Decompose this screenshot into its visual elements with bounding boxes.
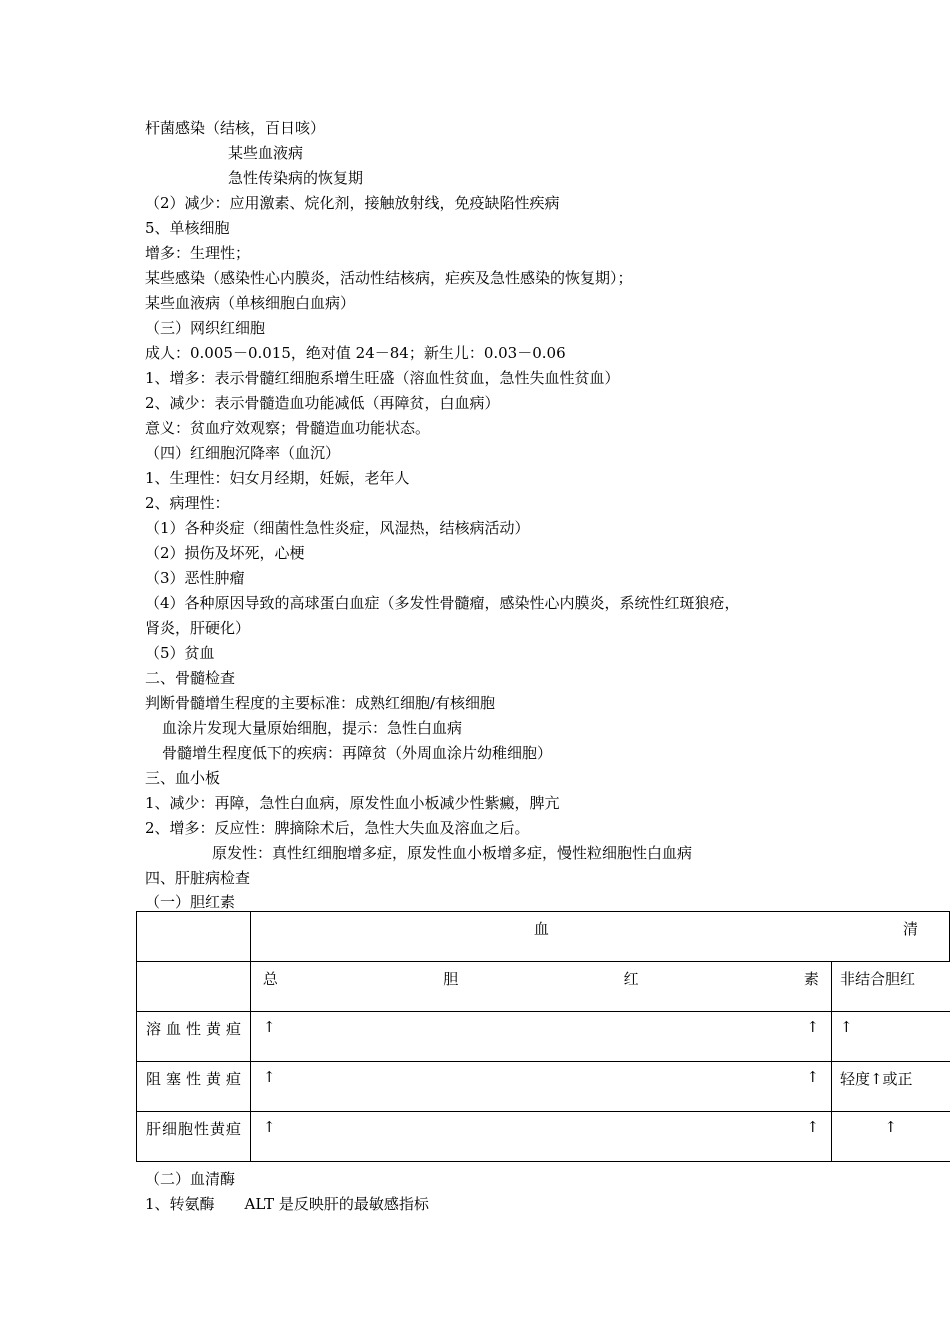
- row-total-bilirubin: [250, 1062, 831, 1112]
- up-arrow-icon: ↑: [806, 1068, 819, 1086]
- text-line: 增多：生理性；: [145, 244, 251, 262]
- row-label: 阻塞性黄疸: [137, 1062, 251, 1112]
- text-line: 某些血液病: [228, 144, 304, 162]
- subheader-char: 素: [803, 970, 819, 988]
- text-line: 骨髓增生程度低下的疾病：再障贫（外周血涂片幼稚细胞）: [162, 744, 553, 762]
- text-line: 2、增多：反应性：脾摘除术后，急性大失血及溶血之后。: [145, 819, 530, 837]
- table-cell-empty: [137, 912, 251, 962]
- subheader-char: 总: [262, 970, 278, 988]
- section-heading: 二、骨髓检查: [145, 669, 236, 687]
- text-line: （5）贫血: [145, 644, 215, 662]
- up-arrow-icon: ↑: [262, 1068, 276, 1086]
- text-line: 肾炎，肝硬化）: [145, 619, 251, 637]
- up-arrow-icon: ↑: [806, 1118, 819, 1136]
- section-heading: （三）网织红细胞: [145, 319, 266, 337]
- header-right-text: 清: [902, 920, 918, 938]
- text-line: 意义：贫血疗效观察；骨髓造血功能状态。: [145, 419, 431, 437]
- row-unconjugated: ↑: [831, 1012, 949, 1062]
- table-header-row: [137, 912, 950, 962]
- text-line: （1）各种炎症（细菌性急性炎症，风湿热，结核病活动）: [145, 519, 530, 537]
- text-line: 血涂片发现大量原始细胞，提示：急性白血病: [162, 719, 463, 737]
- text-line: 1、增多：表示骨髓红细胞系增生旺盛（溶血性贫血，急性失血性贫血）: [145, 369, 620, 387]
- text-line: 1、减少：再障，急性白血病，原发性血小板减少性紫癜，脾亢: [145, 794, 560, 812]
- up-arrow-icon: ↑: [806, 1018, 819, 1036]
- row-total-bilirubin: [250, 1012, 831, 1062]
- table-row: [137, 1012, 950, 1062]
- section-heading: （一）胆红素: [145, 893, 236, 911]
- text-line: 急性传染病的恢复期: [228, 169, 364, 187]
- text-line: （2）损伤及坏死，心梗: [145, 544, 305, 562]
- row-unconjugated: 轻度↑或正: [831, 1062, 949, 1112]
- bilirubin-table: [136, 911, 950, 1162]
- row-unconjugated: ↑: [831, 1112, 949, 1162]
- text-line: 原发性：真性红细胞增多症，原发性血小板增多症，慢性粒细胞性白血病: [212, 844, 693, 862]
- row-total-bilirubin: [250, 1112, 831, 1162]
- text-line: 某些感染（感染性心内膜炎，活动性结核病，疟疾及急性感染的恢复期）；: [145, 269, 633, 287]
- row-label: 肝细胞性黄疸: [137, 1112, 251, 1162]
- text-line: 杆菌感染（结核，百日咳）: [145, 119, 326, 137]
- text-line: 某些血液病（单核细胞白血病）: [145, 294, 356, 312]
- section-heading: 三、血小板: [145, 769, 221, 787]
- section-heading: （四）红细胞沉降率（血沉）: [145, 444, 341, 462]
- text-line: （4）各种原因导致的高球蛋白血症（多发性骨髓瘤，感染性心内膜炎，系统性红斑狼疮，: [145, 594, 740, 612]
- table-row: [137, 1112, 950, 1162]
- up-arrow-icon: ↑: [262, 1018, 276, 1036]
- table-row: [137, 1062, 950, 1112]
- text-line: （3）恶性肿瘤: [145, 569, 245, 587]
- section-heading: 5、单核细胞: [145, 219, 230, 237]
- text-line: （2）减少：应用激素、烷化剂，接触放射线，免疫缺陷性疾病: [145, 194, 560, 212]
- row-label: 溶血性黄疸: [137, 1012, 251, 1062]
- text-line: 1、生理性：妇女月经期，妊娠，老年人: [145, 469, 410, 487]
- text-line: 2、减少：表示骨髓造血功能减低（再障贫，白血病）: [145, 394, 500, 412]
- text-line: 判断骨髓增生程度的主要标准：成熟红细胞/有核细胞: [145, 694, 496, 712]
- subheader-char: 红: [623, 970, 639, 988]
- section-heading: （二）血清酶: [145, 1170, 236, 1188]
- header-left-text: 血: [533, 920, 549, 938]
- table-subheader-total-bilirubin: [250, 962, 831, 1012]
- text-line: 1、转氨酶 ALT 是反映肝的最敏感指标: [145, 1195, 429, 1213]
- text-line: 成人：0.005－0.015，绝对值 24－84；新生儿：0.03－0.06: [145, 344, 566, 362]
- section-heading: 四、肝脏病检查: [145, 869, 251, 887]
- table-cell-empty: [137, 962, 251, 1012]
- table-subheader-unconjugated: 非结合胆红: [831, 962, 949, 1012]
- table-header-serum: [250, 912, 949, 962]
- text-line: 2、病理性：: [145, 494, 230, 512]
- up-arrow-icon: ↑: [262, 1118, 276, 1136]
- subheader-char: 胆: [443, 970, 459, 988]
- table-subheader-row: [137, 962, 950, 1012]
